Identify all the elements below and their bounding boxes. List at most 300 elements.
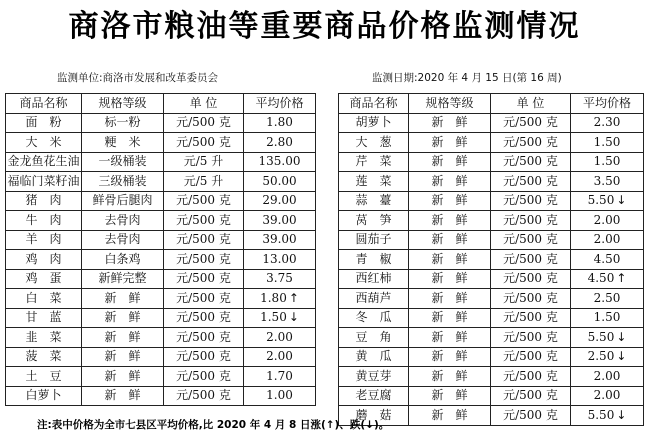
average-price [244,328,316,348]
unit [164,191,244,211]
average-price-text: 2.00 [266,349,293,364]
header-name: 商品名称 [6,94,82,114]
commodity-name [6,152,82,172]
average-price-text: 2.00 [593,368,621,383]
commodity-name-text: 甘 蓝 [25,310,62,325]
commodity-name [6,172,82,192]
unit [491,289,571,309]
spec-grade [82,269,164,289]
spec-grade-text: 新 鲜 [431,271,468,286]
spec-grade [82,347,164,367]
average-price [571,172,644,192]
spec-grade [409,133,491,153]
spec-grade [409,289,491,309]
commodity-name [339,211,409,231]
table-row [339,289,644,309]
average-price [571,386,644,406]
average-price [571,113,644,133]
unit [491,230,571,250]
spec-grade [82,230,164,250]
average-price [244,191,316,211]
average-price [571,269,644,289]
average-price [571,406,644,426]
spec-grade [82,113,164,133]
spec-grade [409,191,491,211]
spec-grade [82,191,164,211]
commodity-name [6,347,82,367]
unit [164,172,244,192]
commodity-name [339,386,409,406]
spec-grade-text: 新 鲜 [431,388,468,403]
table-row [339,133,644,153]
average-price-text: 2.00 [266,329,293,344]
table-row [6,191,316,211]
average-price-text: 5.50 [587,329,615,344]
spec-grade [82,367,164,387]
unit-text: 元/500 克 [176,310,231,325]
commodity-name-text: 黄豆芽 [355,368,392,383]
unit [164,347,244,367]
unit-text: 元/500 克 [503,154,558,169]
unit [164,230,244,250]
average-price [244,269,316,289]
commodity-name-text: 大 葱 [355,134,392,149]
spec-grade [409,328,491,348]
average-price-text: 1.50 [593,134,621,149]
commodity-name-text: 老豆腐 [355,388,392,403]
spec-grade [82,250,164,270]
unit [164,386,244,406]
price-table-left [5,93,316,406]
average-price [571,211,644,231]
spec-grade [409,113,491,133]
table-row [339,172,644,192]
spec-grade-text: 新 鲜 [431,115,468,130]
spec-grade [409,367,491,387]
average-price-text: 50.00 [262,173,297,188]
unit [164,308,244,328]
spec-grade [82,211,164,231]
unit [164,152,244,172]
table-row [6,386,316,406]
average-price-text: 2.00 [593,232,621,247]
commodity-name [339,152,409,172]
monitor-unit: 监测单位:商洛市发展和改革委员会 [57,72,219,84]
average-price [244,289,316,309]
average-price-text: 2.00 [593,388,621,403]
average-price [571,133,644,153]
unit-text: 元/500 克 [176,212,231,227]
unit-text: 元/500 克 [503,310,558,325]
arrow-down-icon: ↓ [616,407,627,422]
commodity-name-text: 福临门菜籽油 [7,173,80,188]
unit-text: 元/500 克 [503,349,558,364]
unit-text: 元/500 克 [503,193,558,208]
commodity-name-text: 羊 肉 [25,232,62,247]
average-price-text: 5.50 [587,407,615,422]
unit [164,113,244,133]
spec-grade [409,269,491,289]
spec-grade-text: 新 鲜 [104,388,141,403]
unit [164,289,244,309]
header-spec: 规格等级 [409,94,491,114]
unit [491,152,571,172]
spec-grade-text: 新 鲜 [431,134,468,149]
average-price-text: 135.00 [258,154,301,169]
unit-text: 元/500 克 [503,368,558,383]
spec-grade-text: 新 鲜 [431,310,468,325]
commodity-name [6,289,82,309]
commodity-name [339,172,409,192]
average-price [244,250,316,270]
average-price [571,250,644,270]
commodity-name [339,133,409,153]
average-price [244,386,316,406]
table-row [339,113,644,133]
unit-text: 元/500 克 [503,232,558,247]
unit-text: 元/500 克 [503,407,558,422]
table-row [6,172,316,192]
spec-grade-text: 新 鲜 [431,154,468,169]
unit [491,269,571,289]
unit [491,328,571,348]
table-row [339,269,644,289]
commodity-name-text: 白萝卜 [25,388,62,403]
arrow-down-icon: ↓ [288,310,299,325]
unit-text: 元/500 克 [503,173,558,188]
commodity-name-text: 韭 菜 [25,329,62,344]
average-price [571,347,644,367]
footnote: 注:表中价格为全市七县区平均价格,比 2020 年 4 月 8 日涨(↑)、跌(↓)。 [37,419,390,431]
unit [164,211,244,231]
price-table-right [338,93,644,426]
unit [491,172,571,192]
average-price-text: 1.50 [593,154,621,169]
table-row [6,347,316,367]
commodity-name-text: 大 米 [25,134,62,149]
commodity-name [6,133,82,153]
commodity-name [6,113,82,133]
table-row [6,367,316,387]
average-price [244,133,316,153]
table-row [339,250,644,270]
commodity-name [339,328,409,348]
table-header-row [6,94,316,114]
average-price-text: 1.50 [593,310,621,325]
spec-grade [82,172,164,192]
arrow-up-icon: ↑ [288,290,299,305]
table-row [339,191,644,211]
average-price-text: 39.00 [262,212,297,227]
spec-grade-text: 新 鲜 [431,329,468,344]
header-name: 商品名称 [339,94,409,114]
table-row [6,211,316,231]
commodity-name [6,308,82,328]
commodity-name [339,113,409,133]
commodity-name [339,308,409,328]
spec-grade-text: 新 鲜 [431,251,468,266]
spec-grade-text: 标一粉 [104,115,141,130]
average-price [571,152,644,172]
unit [491,113,571,133]
unit-text: 元/5 升 [183,154,224,169]
table-row [339,230,644,250]
spec-grade [409,152,491,172]
table-row [6,230,316,250]
spec-grade-text: 新 鲜 [104,310,141,325]
page-title: 商洛市粮油等重要商品价格监测情况 [68,9,581,44]
spec-grade-text: 新 鲜 [104,329,141,344]
commodity-name-text: 胡萝卜 [355,115,392,130]
spec-grade [82,386,164,406]
spec-grade-text: 新 鲜 [431,368,468,383]
commodity-name [339,269,409,289]
average-price-text: 4.50 [587,271,615,286]
table-row [339,328,644,348]
spec-grade-text: 一级桶装 [98,154,147,169]
unit [491,406,571,426]
unit-text: 元/500 克 [503,388,558,403]
spec-grade [409,386,491,406]
average-price-text: 5.50 [587,193,615,208]
unit [491,367,571,387]
unit-text: 元/500 克 [503,271,558,286]
average-price-text: 1.80 [266,115,293,130]
commodity-name [6,211,82,231]
arrow-down-icon: ↓ [616,193,627,208]
average-price-text: 1.80 [260,290,287,305]
spec-grade [82,289,164,309]
unit-text: 元/500 克 [176,251,231,266]
average-price-text: 1.50 [260,310,287,325]
monitor-date: 监测日期:2020 年 4 月 15 日(第 16 周) [372,72,562,84]
unit-text: 元/500 克 [503,134,558,149]
unit-text: 元/500 克 [176,193,231,208]
average-price [571,230,644,250]
average-price [244,308,316,328]
average-price [244,347,316,367]
spec-grade-text: 新 鲜 [431,407,468,422]
average-price [244,152,316,172]
arrow-down-icon: ↓ [616,329,627,344]
spec-grade [82,328,164,348]
commodity-name [6,230,82,250]
unit-text: 元/500 克 [503,251,558,266]
unit-text: 元/500 克 [503,290,558,305]
header-spec: 规格等级 [82,94,164,114]
spec-grade-text: 新 鲜 [431,349,468,364]
average-price-text: 2.80 [266,134,293,149]
spec-grade-text: 新 鲜 [431,212,468,227]
commodity-name [6,367,82,387]
average-price-text: 4.50 [593,251,621,266]
unit-text: 元/500 克 [503,329,558,344]
table-row [6,113,316,133]
table-row [6,289,316,309]
commodity-name [6,250,82,270]
spec-grade [82,133,164,153]
commodity-name-text: 菠 菜 [25,349,62,364]
commodity-name-text: 青 椒 [355,251,392,266]
commodity-name [6,191,82,211]
commodity-name-text: 莲 菜 [355,173,392,188]
table-row [339,367,644,387]
commodity-name [6,386,82,406]
commodity-name-text: 猪 肉 [25,193,62,208]
commodity-name-text: 土 豆 [25,368,62,383]
unit [491,386,571,406]
table-row [6,152,316,172]
table-header-row [339,94,644,114]
spec-grade [409,211,491,231]
spec-grade [409,172,491,192]
commodity-name-text: 牛 肉 [25,212,62,227]
commodity-name-text: 黄 瓜 [355,349,392,364]
spec-grade-text: 新 鲜 [104,349,141,364]
table-row [339,347,644,367]
spec-grade [409,250,491,270]
unit [491,250,571,270]
commodity-name-text: 鸡 蛋 [25,271,62,286]
spec-grade-text: 新 鲜 [431,232,468,247]
commodity-name-text: 豆 角 [355,329,392,344]
commodity-name-text: 蘑 菇 [355,407,392,422]
average-price [244,211,316,231]
average-price-text: 1.00 [266,388,293,403]
average-price [244,172,316,192]
unit [491,191,571,211]
commodity-name [6,269,82,289]
spec-grade-text: 新 鲜 [431,193,468,208]
commodity-name [339,230,409,250]
table-row [339,211,644,231]
average-price [571,289,644,309]
spec-grade-text: 新 鲜 [431,173,468,188]
spec-grade [409,230,491,250]
spec-grade [409,406,491,426]
table-row [6,308,316,328]
unit [164,328,244,348]
spec-grade [82,152,164,172]
spec-grade [409,308,491,328]
spec-grade-text: 粳 米 [104,134,141,149]
arrow-up-icon: ↑ [616,271,627,286]
average-price [244,113,316,133]
unit-text: 元/500 克 [176,271,231,286]
unit [491,347,571,367]
header-price: 平均价格 [571,94,644,114]
unit-text: 元/500 克 [176,232,231,247]
unit-text: 元/5 升 [183,173,224,188]
commodity-name-text: 鸡 肉 [25,251,62,266]
table-row [6,328,316,348]
average-price-text: 2.50 [593,290,621,305]
table-row [6,133,316,153]
spec-grade-text: 去骨肉 [104,232,141,247]
spec-grade-text: 去骨肉 [104,212,141,227]
average-price [571,328,644,348]
unit [164,367,244,387]
commodity-name [339,289,409,309]
commodity-name-text: 莴 笋 [355,212,392,227]
average-price [571,367,644,387]
spec-grade-text: 新 鲜 [104,290,141,305]
table-row [339,308,644,328]
average-price-text: 2.00 [593,212,621,227]
commodity-name-text: 白 菜 [25,290,62,305]
commodity-name-text: 西葫芦 [355,290,392,305]
unit [164,133,244,153]
commodity-name [339,367,409,387]
average-price-text: 3.50 [593,173,621,188]
unit [491,308,571,328]
spec-grade-text: 新 鲜 [431,290,468,305]
table-row [6,250,316,270]
spec-grade-text: 三级桶装 [98,173,147,188]
unit-text: 元/500 克 [503,212,558,227]
table-row [339,386,644,406]
unit-text: 元/500 克 [176,115,231,130]
unit-text: 元/500 克 [176,368,231,383]
unit-text: 元/500 克 [176,388,231,403]
commodity-name-text: 西红柿 [355,271,392,286]
commodity-name [339,347,409,367]
average-price [571,191,644,211]
commodity-name-text: 芹 菜 [355,154,392,169]
unit-text: 元/500 克 [176,134,231,149]
spec-grade-text: 新 鲜 [104,368,141,383]
unit [164,269,244,289]
arrow-down-icon: ↓ [616,349,627,364]
commodity-name-text: 冬 瓜 [355,310,392,325]
spec-grade-text: 新鲜完整 [98,271,147,286]
commodity-name-text: 金龙鱼花生油 [7,154,80,169]
header-price: 平均价格 [244,94,316,114]
table-row [6,269,316,289]
spec-grade [82,308,164,328]
unit-text: 元/500 克 [176,349,231,364]
table-row [339,152,644,172]
average-price-text: 39.00 [262,232,297,247]
average-price [244,367,316,387]
commodity-name-text: 圆茄子 [355,232,392,247]
commodity-name [6,328,82,348]
unit-text: 元/500 克 [503,115,558,130]
spec-grade-text: 鲜骨后腿肉 [92,193,153,208]
header-unit: 单 位 [164,94,244,114]
average-price-text: 1.70 [266,368,293,383]
commodity-name [339,191,409,211]
unit [491,211,571,231]
commodity-name-text: 蒜 薹 [355,193,392,208]
commodity-name [339,250,409,270]
average-price [244,230,316,250]
average-price-text: 2.50 [587,349,615,364]
unit [164,250,244,270]
commodity-name-text: 面 粉 [25,115,62,130]
average-price-text: 2.30 [593,115,621,130]
unit-text: 元/500 克 [176,290,231,305]
spec-grade [409,347,491,367]
header-unit: 单 位 [491,94,571,114]
average-price-text: 3.75 [266,271,293,286]
average-price-text: 13.00 [262,251,297,266]
average-price-text: 29.00 [262,193,297,208]
unit-text: 元/500 克 [176,329,231,344]
average-price [571,308,644,328]
spec-grade-text: 白条鸡 [104,251,141,266]
unit [491,133,571,153]
